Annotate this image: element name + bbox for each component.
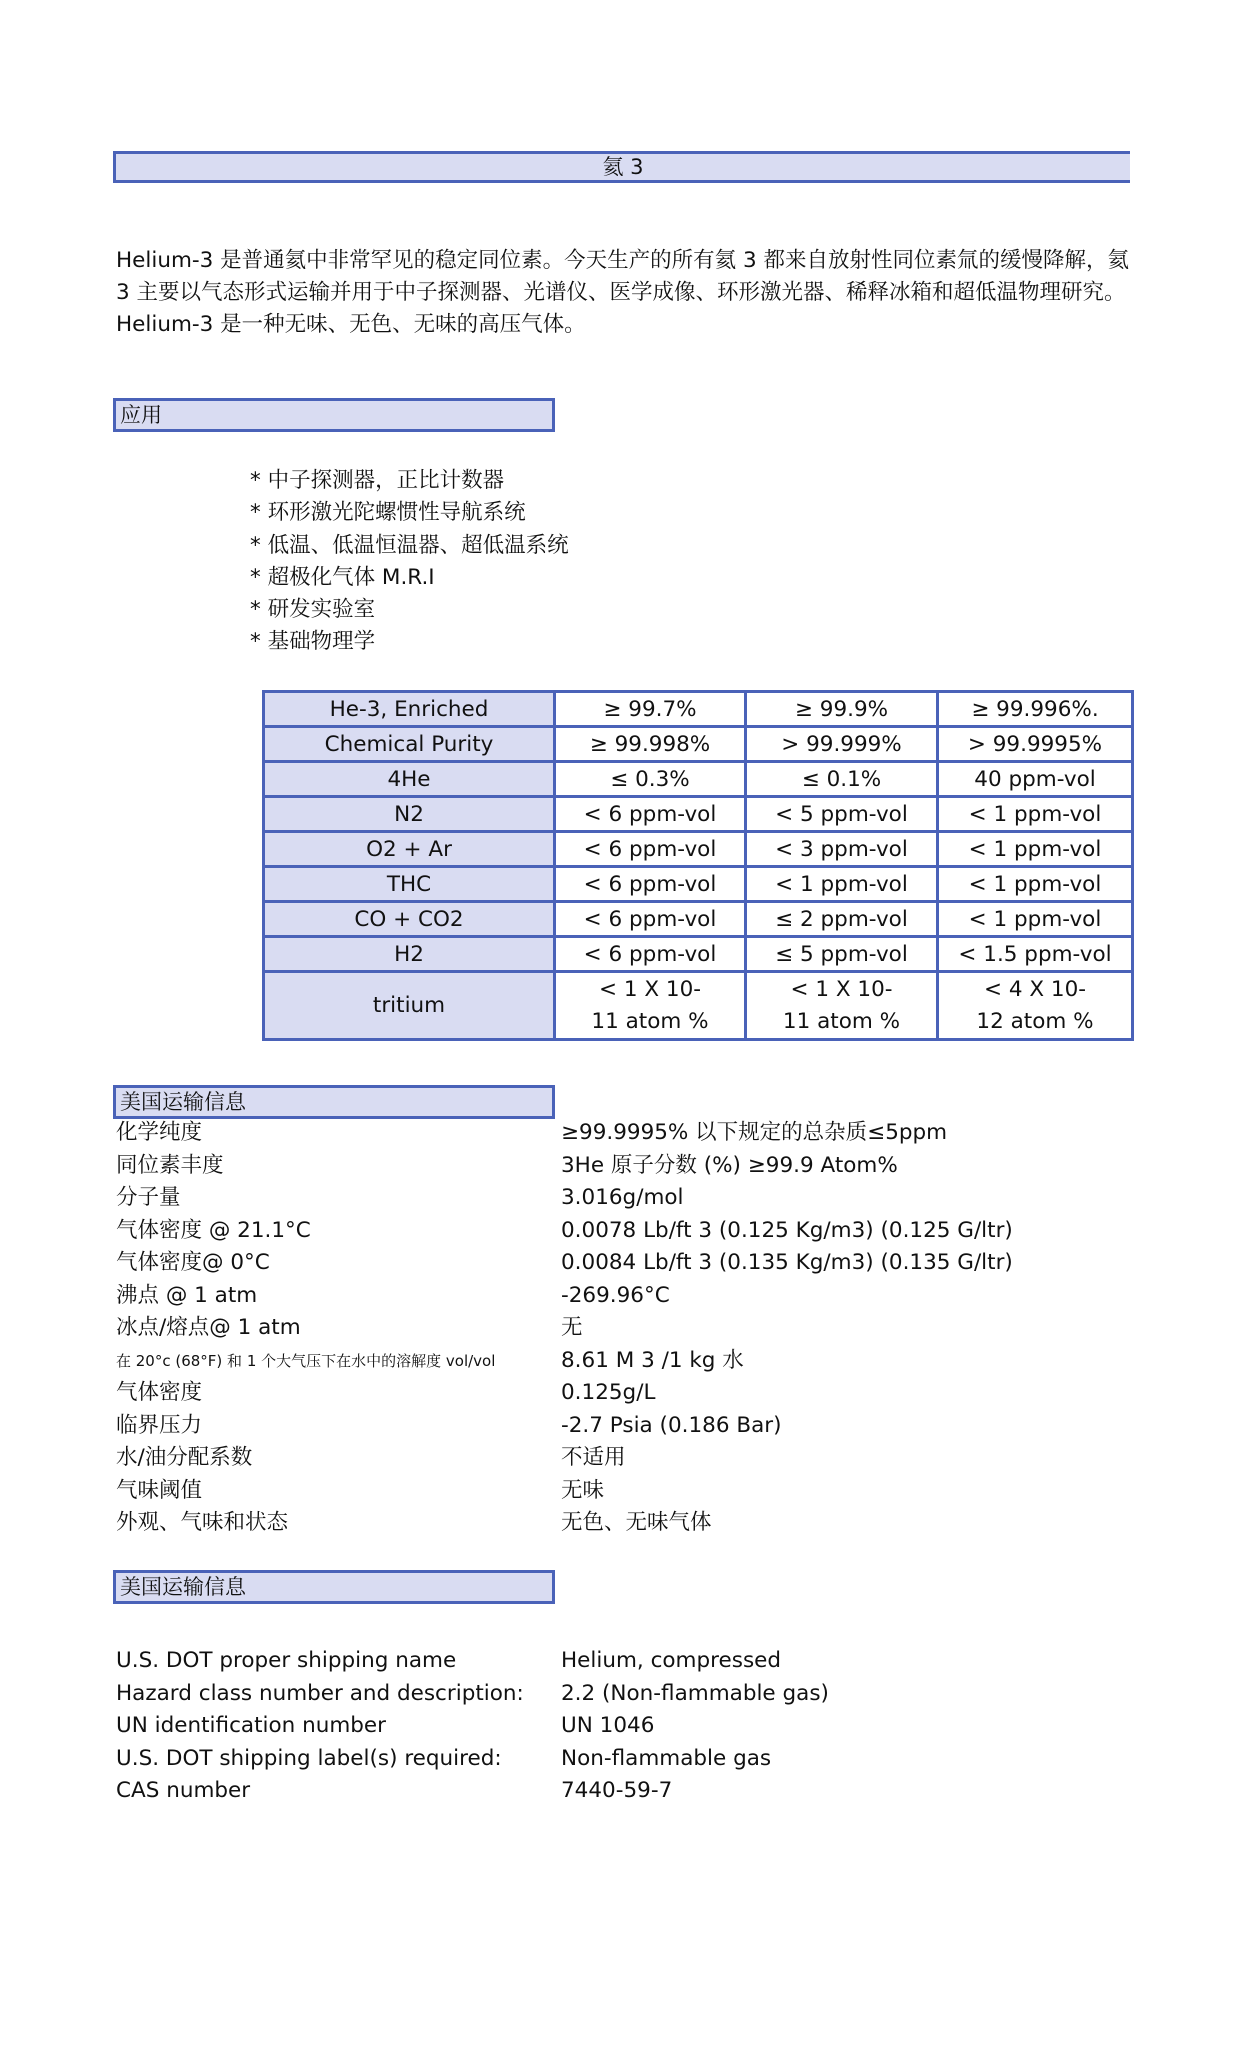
applications-list xyxy=(250,465,569,659)
table-row xyxy=(264,727,1133,762)
row-label: H2 xyxy=(264,937,555,972)
table-cell: ≥ 99.7% xyxy=(555,692,746,727)
applications-header: 应用 xyxy=(113,398,555,432)
table-cell: ≤ 0.1% xyxy=(746,762,938,797)
table-cell xyxy=(746,972,938,1040)
table-cell: ≤ 2 ppm-vol xyxy=(746,902,938,937)
row-label: N2 xyxy=(264,797,555,832)
application-item: * 研发实验室 xyxy=(250,597,376,623)
shipping-value: Non-flammable gas xyxy=(561,1745,772,1771)
property-key: 水/油分配系数 xyxy=(116,1445,253,1470)
property-key: 气体密度 xyxy=(116,1380,203,1405)
property-value: 0.0084 Lb/ft 3 (0.135 Kg/m3) (0.135 G/ltr) xyxy=(561,1250,1013,1275)
table-cell: > 99.9995% xyxy=(938,727,1133,762)
table-cell: < 3 ppm-vol xyxy=(746,832,938,867)
cell-line: 11 atom % xyxy=(591,1008,709,1034)
application-item: * 基础物理学 xyxy=(250,629,376,655)
table-cell: < 6 ppm-vol xyxy=(555,867,746,902)
property-key: 气味阈值 xyxy=(116,1477,203,1503)
row-label: tritium xyxy=(264,972,555,1040)
property-value: -269.96°C xyxy=(561,1282,670,1308)
specification-table xyxy=(262,690,1134,1041)
row-label: O2 + Ar xyxy=(264,832,555,867)
table-cell xyxy=(555,972,746,1040)
property-value: 无 xyxy=(561,1315,583,1340)
table-cell: ≥ 99.9% xyxy=(746,692,938,727)
property-value: 3He 原子分数 (%) ≥99.9 Atom% xyxy=(561,1152,898,1178)
row-label: He-3, Enriched xyxy=(264,692,555,727)
row-label: Chemical Purity xyxy=(264,727,555,762)
table-cell: 40 ppm-vol xyxy=(938,762,1133,797)
table-row xyxy=(264,832,1133,867)
property-key: 在 20°c (68°F) 和 1 个大气压下在水中的溶解度 vol/vol xyxy=(116,1351,496,1370)
row-label: THC xyxy=(264,867,555,902)
row-label: 4He xyxy=(264,762,555,797)
cell-line: < 4 X 10- xyxy=(983,976,1087,1002)
table-cell: < 6 ppm-vol xyxy=(555,832,746,867)
cell-line: 12 atom % xyxy=(976,1008,1094,1034)
table-row xyxy=(264,937,1133,972)
table-cell: < 6 ppm-vol xyxy=(555,797,746,832)
property-key: 气体密度 @ 21.1°C xyxy=(116,1217,311,1243)
table-cell: < 6 ppm-vol xyxy=(555,937,746,972)
property-value: 0.0078 Lb/ft 3 (0.125 Kg/m3) (0.125 G/ltr) xyxy=(561,1217,1013,1243)
table-cell: < 5 ppm-vol xyxy=(746,797,938,832)
table-row xyxy=(264,692,1133,727)
table-row xyxy=(264,762,1133,797)
cell-line: < 1 X 10- xyxy=(790,976,893,1002)
property-key: 气体密度@ 0°C xyxy=(116,1250,270,1275)
property-key: 沸点 @ 1 atm xyxy=(116,1282,258,1308)
cell-line: 11 atom % xyxy=(782,1008,901,1034)
application-item: * 环形激光陀螺惯性导航系统 xyxy=(250,500,526,526)
cell-line: < 1 X 10- xyxy=(598,976,702,1002)
property-value: 无味 xyxy=(561,1477,605,1503)
application-item: * 中子探测器，正比计数器 xyxy=(250,468,505,493)
table-cell: < 1 ppm-vol xyxy=(938,902,1133,937)
table-cell: ≤ 5 ppm-vol xyxy=(746,937,938,972)
page-title: 氦 3 xyxy=(113,151,1130,183)
shipping-key: Hazard class number and description: xyxy=(116,1680,524,1706)
shipping-value: UN 1046 xyxy=(561,1713,655,1738)
row-label: CO + CO2 xyxy=(264,902,555,937)
table-row xyxy=(264,867,1133,902)
property-key: 化学纯度 xyxy=(116,1120,203,1145)
table-cell: < 1 ppm-vol xyxy=(746,867,938,902)
table-cell: ≥ 99.998% xyxy=(555,727,746,762)
properties-header: 美国运输信息 xyxy=(113,1085,555,1119)
shipping-value: 2.2 (Non-flammable gas) xyxy=(561,1680,829,1706)
property-key: 临界压力 xyxy=(116,1412,203,1438)
shipping-key: U.S. DOT shipping label(s) required: xyxy=(116,1745,502,1771)
property-value: 8.61 M 3 /1 kg 水 xyxy=(561,1347,744,1373)
table-cell: < 6 ppm-vol xyxy=(555,902,746,937)
application-item: * 低温、低温恒温器、超低温系统 xyxy=(250,532,569,558)
property-key: 冰点/熔点@ 1 atm xyxy=(116,1315,301,1340)
table-row xyxy=(264,797,1133,832)
property-key: 外观、气味和状态 xyxy=(116,1510,289,1535)
table-cell: < 1.5 ppm-vol xyxy=(938,937,1133,972)
property-key: 同位素丰度 xyxy=(116,1152,224,1178)
table-cell: < 1 ppm-vol xyxy=(938,797,1133,832)
shipping-value: Helium, compressed xyxy=(561,1648,782,1673)
shipping-header: 美国运输信息 xyxy=(113,1570,555,1604)
property-value: -2.7 Psia (0.186 Bar) xyxy=(561,1412,782,1438)
table-row xyxy=(264,902,1133,937)
table-cell xyxy=(938,972,1133,1040)
table-cell: < 1 ppm-vol xyxy=(938,867,1133,902)
table-cell: < 1 ppm-vol xyxy=(938,832,1133,867)
property-value: 不适用 xyxy=(561,1445,626,1470)
table-cell: ≤ 0.3% xyxy=(555,762,746,797)
property-value: 0.125g/L xyxy=(561,1380,656,1405)
intro-paragraph: Helium-3 是普通氦中非常罕见的稳定同位素。今天生产的所有氦 3 都来自放射性同位素氚的缓慢降解，氦 3 主要以气态形式运输并用于中子探测器、光谱仪、医学成像、环形激光器、稀释冰箱和超低温物理研究。 Helium-3 是一种无味、无色、无味的高压气体。 xyxy=(116,248,1130,337)
shipping-key: UN identification number xyxy=(116,1713,386,1738)
property-value: ≥99.9995% 以下规定的总杂质≤5ppm xyxy=(561,1120,948,1145)
application-item: * 超极化气体 M.R.I xyxy=(250,564,435,590)
shipping-value: 7440-59-7 xyxy=(561,1778,673,1803)
table-cell: > 99.999% xyxy=(746,727,938,762)
shipping-key: CAS number xyxy=(116,1778,251,1803)
table-row xyxy=(264,972,1133,1040)
property-value: 3.016g/mol xyxy=(561,1185,684,1210)
shipping-key: U.S. DOT proper shipping name xyxy=(116,1648,457,1673)
property-value: 无色、无味气体 xyxy=(561,1510,712,1535)
property-key: 分子量 xyxy=(116,1185,181,1210)
table-cell: ≥ 99.996%. xyxy=(938,692,1133,727)
